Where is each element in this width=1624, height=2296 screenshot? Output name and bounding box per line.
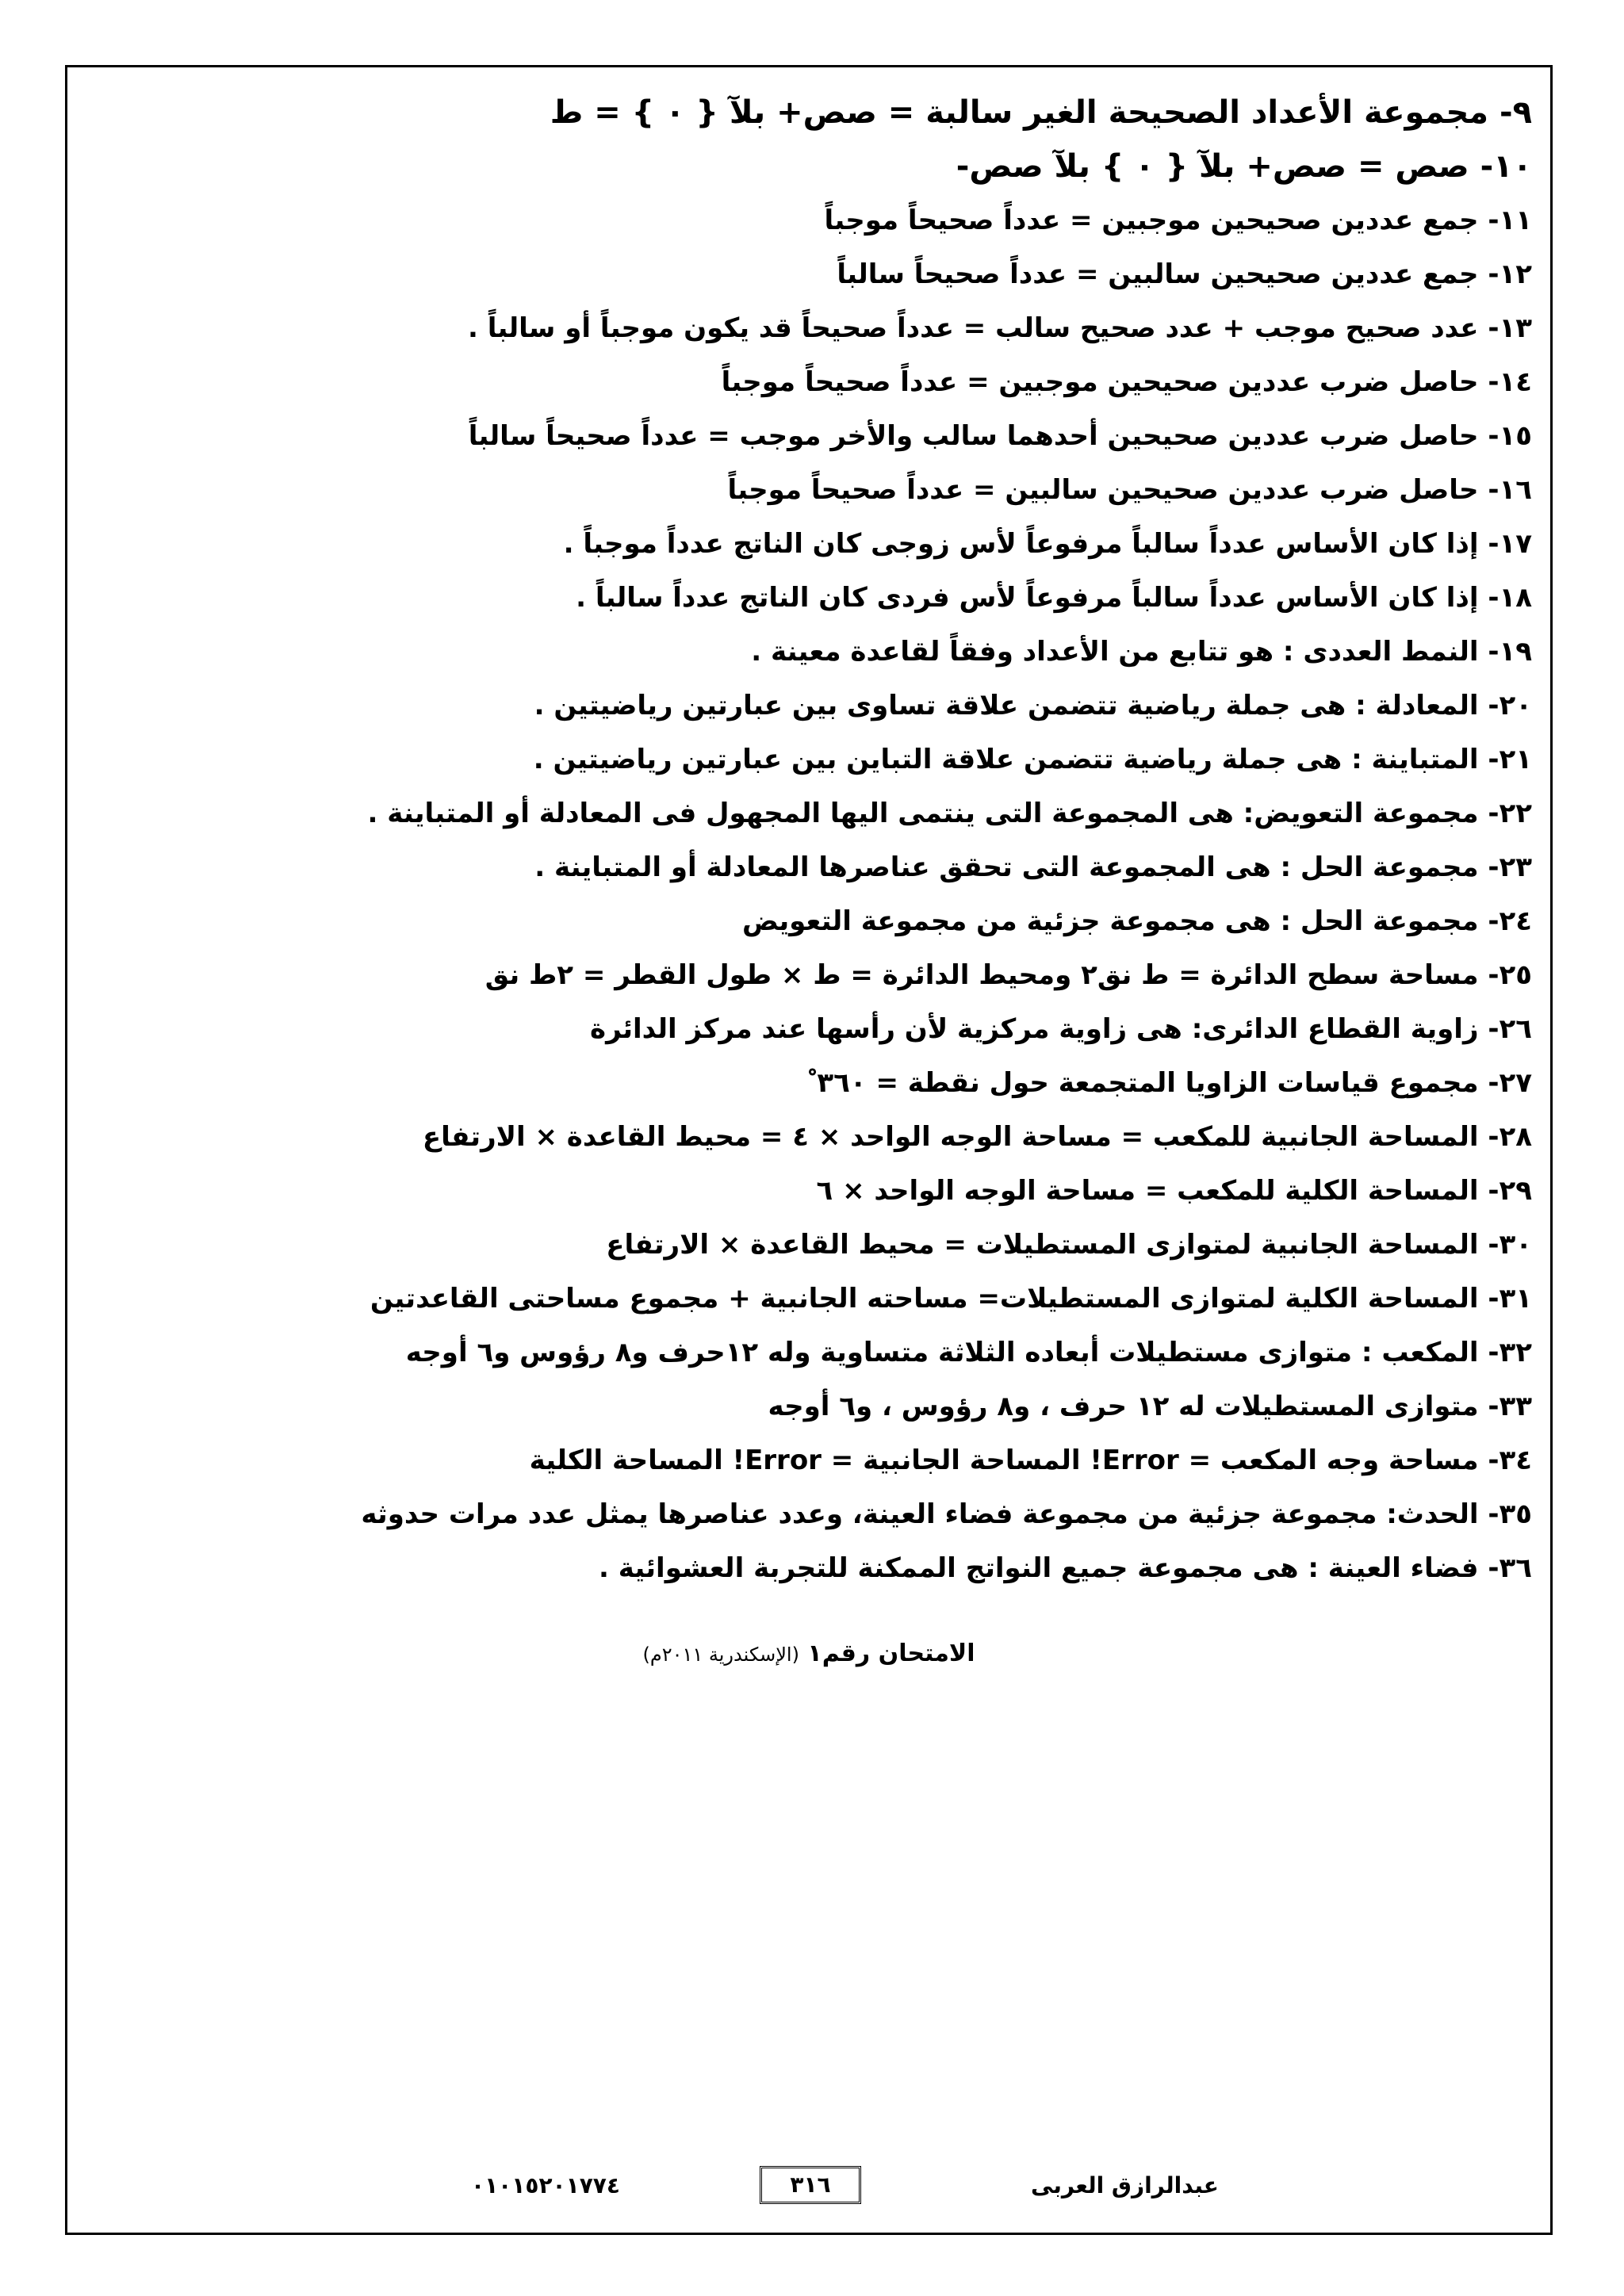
statement-line: ١١- جمع عددين صحيحين موجبين = عدداً صحيحاً موجباً: [824, 205, 1532, 236]
statement-line: ٣٣- متوازى المستطيلات له ١٢ حرف ، و٨ رؤوس ، و٦ أوجه: [768, 1391, 1532, 1422]
statement-line: ١٨- إذا كان الأساس عدداً سالباً مرفوعاً لأس فردى كان الناتج عدداً سالباً .: [576, 582, 1532, 614]
statement-line: ٢٦- زاوية القطاع الدائرى: هى زاوية مركزية لأن رأسها عند مركز الدائرة: [590, 1013, 1532, 1045]
statement-line: ١٠- صص = صص+ بلآ { ٠ } بلآ صص-: [956, 148, 1532, 185]
exam-reference: [603, 1640, 1015, 1667]
statement-line: ٣٠- المساحة الجانبية لمتوازى المستطيلات = محيط القاعدة × الارتفاع: [606, 1229, 1532, 1261]
statement-line: ٣٢- المكعب : متوازى مستطيلات أبعاده الثلاثة متساوية وله ١٢حرف و٨ رؤوس و٦ أوجه: [405, 1337, 1532, 1368]
page-content: [168, 86, 1532, 1595]
statement-line: ١٥- حاصل ضرب عددين صحيحين أحدهما سالب والأخر موجب = عدداً صحيحاً سالباً: [468, 420, 1532, 452]
statement-line: ٣٦- فضاء العينة : هى مجموعة جميع النواتج الممكنة للتجربة العشوائية .: [599, 1552, 1532, 1584]
exam-reference-source: (الإسكندرية ٢٠١١م): [642, 1644, 799, 1666]
exam-reference-label: الامتحان رقم١: [807, 1640, 975, 1667]
statement-line: ١٢- جمع عددين صحيحين سالبين = عدداً صحيحاً سالباً: [837, 258, 1532, 290]
statement-line: ١٩- النمط العددى : هو تتابع من الأعداد وفقاً لقاعدة معينة .: [751, 636, 1532, 668]
statement-line: ١٤- حاصل ضرب عددين صحيحين موجبين = عدداً صحيحاً موجباً: [721, 366, 1532, 398]
statement-line: ١٧- إذا كان الأساس عدداً سالباً مرفوعاً لأس زوجى كان الناتج عدداً موجباً .: [563, 528, 1532, 560]
statement-line: ١٣- عدد صحيح موجب + عدد صحيح سالب = عدداً صحيحاً قد يكون موجباً أو سالباً .: [467, 312, 1532, 344]
statement-line: ٢١- المتباينة : هى جملة رياضية تتضمن علاقة التباين بين عبارتين رياضيتين .: [533, 744, 1532, 775]
statement-line: ٢٥- مساحة سطح الدائرة = ط نق٢ ومحيط الدائرة = ط × طول القطر = ٢ط نق: [485, 959, 1532, 991]
statement-line: ٣١- المساحة الكلية لمتوازى المستطيلات= مساحته الجانبية + مجموع مساحتى القاعدتين: [370, 1283, 1532, 1314]
footer-author: عبدالرازق العربى: [1031, 2172, 1219, 2198]
footer-page-number: ٣١٦: [760, 2166, 861, 2204]
statement-line: ٢٠- المعادلة : هى جملة رياضية تتضمن علاقة تساوى بين عبارتين رياضيتين .: [534, 690, 1532, 721]
page-footer: [0, 2166, 1624, 2214]
footer-phone: ٠١٠١٥٢٠١٧٧٤: [471, 2172, 620, 2198]
statement-line: ١٦- حاصل ضرب عددين صحيحين سالبين = عدداً صحيحاً موجباً: [727, 474, 1532, 506]
statement-line: ٢٩- المساحة الكلية للمكعب = مساحة الوجه الواحد × ٦: [816, 1175, 1532, 1207]
statement-line: ٢٧- مجموع قياسات الزاويا المتجمعة حول نقطة = ٣٦٠ ْ: [807, 1067, 1532, 1099]
statement-line: ٢٢- مجموعة التعويض: هى المجموعة التى ينتمى اليها المجهول فى المعادلة أو المتباينة .: [367, 798, 1532, 829]
statement-line: ٢٤- مجموعة الحل : هى مجموعة جزئية من مجموعة التعويض: [741, 905, 1532, 937]
statement-line: ٩- مجموعة الأعداد الصحيحة الغير سالبة = صص+ بلآ { ٠ } = ط: [550, 94, 1532, 131]
statement-line: ٢٣- مجموعة الحل : هى المجموعة التى تحقق عناصرها المعادلة أو المتباينة .: [534, 851, 1532, 883]
statement-line: ٣٥- الحدث: مجموعة جزئية من مجموعة فضاء العينة، وعدد عناصرها يمثل عدد مرات حدوثه: [361, 1498, 1532, 1530]
statement-line: ٢٨- المساحة الجانبية للمكعب = مساحة الوجه الواحد × ٤ = محيط القاعدة × الارتفاع: [422, 1121, 1532, 1153]
statement-line: ٣٤- مساحة وجه المكعب = Error! المساحة الجانبية = Error! المساحة الكلية: [529, 1445, 1532, 1476]
